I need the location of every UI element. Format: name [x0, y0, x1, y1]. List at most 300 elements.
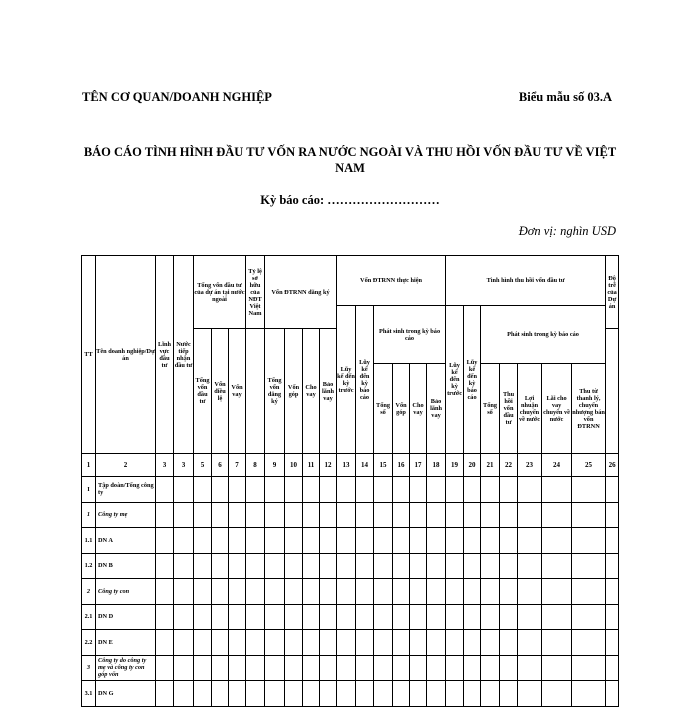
- empty-cell: [194, 553, 212, 579]
- column-number-cell: 12: [320, 454, 337, 477]
- empty-cell: [174, 630, 194, 656]
- empty-cell: [500, 630, 518, 656]
- table-row: [82, 477, 619, 503]
- empty-cell: [410, 477, 427, 503]
- empty-cell: [174, 502, 194, 528]
- organization-name-label: TÊN CƠ QUAN/DOANH NGHIỆP: [82, 90, 272, 104]
- empty-cell: [194, 579, 212, 605]
- form-number-label: Biểu mẫu số 03.A: [518, 90, 612, 104]
- empty-cell: [246, 681, 265, 707]
- empty-cell: [542, 681, 572, 707]
- empty-cell: [464, 528, 481, 554]
- empty-cell: [212, 630, 229, 656]
- empty-cell: [500, 604, 518, 630]
- empty-cell: [481, 604, 500, 630]
- empty-cell: [285, 502, 303, 528]
- table-row: [82, 604, 619, 630]
- empty-cell: [481, 528, 500, 554]
- empty-cell: [481, 579, 500, 605]
- empty-cell: [285, 528, 303, 554]
- empty-cell: [374, 655, 393, 681]
- row-name-cell: Công ty mẹ: [96, 502, 156, 528]
- empty-cell: [156, 528, 174, 554]
- empty-cell: [500, 553, 518, 579]
- empty-cell: [174, 528, 194, 554]
- empty-cell: [337, 655, 356, 681]
- report-period-label: Kỳ báo cáo: ………………………: [260, 193, 440, 207]
- empty-cell: [337, 579, 356, 605]
- empty-cell: [265, 604, 285, 630]
- empty-cell: [446, 528, 464, 554]
- column-number-cell: 13: [337, 454, 356, 477]
- empty-cell: [542, 502, 572, 528]
- empty-cell: [464, 604, 481, 630]
- empty-cell: [246, 528, 265, 554]
- empty-cell: [212, 477, 229, 503]
- row-name-cell: DN E: [96, 630, 156, 656]
- empty-cell: [174, 477, 194, 503]
- empty-cell: [246, 553, 265, 579]
- header-liquidation: Thu từ thanh lý, chuyển nhượng bán vốn ĐTRNN: [572, 364, 606, 454]
- empty-cell: [427, 502, 446, 528]
- row-tt-cell: 1.1: [82, 528, 96, 554]
- empty-cell: [246, 502, 265, 528]
- empty-cell: [446, 553, 464, 579]
- empty-cell: [246, 477, 265, 503]
- empty-cell: [303, 681, 320, 707]
- header-reg-lend: Cho vay: [303, 329, 320, 454]
- empty-cell: [518, 477, 542, 503]
- empty-cell: [572, 681, 606, 707]
- empty-cell: [542, 655, 572, 681]
- empty-cell: [356, 477, 374, 503]
- empty-cell: [374, 630, 393, 656]
- report-table: [81, 255, 619, 707]
- table-row: [82, 655, 619, 681]
- empty-cell: [174, 553, 194, 579]
- row-tt-cell: 2.1: [82, 604, 96, 630]
- column-number-cell: 3: [174, 454, 194, 477]
- empty-cell: [393, 681, 410, 707]
- empty-cell: [500, 502, 518, 528]
- table-row: [82, 630, 619, 656]
- empty-cell: [356, 655, 374, 681]
- header-name: Tên doanh nghiệp/Dự án: [96, 256, 156, 454]
- empty-cell: [606, 630, 619, 656]
- header-ownership-cont: [246, 329, 265, 454]
- header-ownership: Tỷ lệ sở hữu của NĐT Việt Nam: [246, 256, 265, 329]
- column-number-cell: 19: [446, 454, 464, 477]
- empty-cell: [156, 502, 174, 528]
- header-impl-cum-prev: Lũy kế đến kỳ trước: [337, 306, 356, 454]
- empty-cell: [446, 681, 464, 707]
- empty-cell: [393, 502, 410, 528]
- header-progress: Độ trễ của Dự án: [606, 256, 619, 329]
- empty-cell: [229, 579, 246, 605]
- empty-cell: [212, 604, 229, 630]
- empty-cell: [246, 604, 265, 630]
- column-number-row-group: [82, 454, 619, 477]
- empty-cell: [572, 553, 606, 579]
- empty-cell: [572, 604, 606, 630]
- empty-cell: [606, 655, 619, 681]
- empty-cell: [606, 528, 619, 554]
- empty-cell: [337, 528, 356, 554]
- empty-cell: [356, 502, 374, 528]
- empty-cell: [356, 604, 374, 630]
- empty-cell: [356, 630, 374, 656]
- empty-cell: [212, 528, 229, 554]
- header-impl-total: Tổng số: [374, 364, 393, 454]
- unit-label: Đơn vị: nghìn USD: [518, 224, 616, 238]
- empty-cell: [606, 502, 619, 528]
- empty-cell: [427, 553, 446, 579]
- row-tt-cell: I: [82, 477, 96, 503]
- empty-cell: [303, 630, 320, 656]
- column-number-cell: 26: [606, 454, 619, 477]
- empty-cell: [410, 655, 427, 681]
- header-total-registered: Tổng vốn đăng ký: [265, 329, 285, 454]
- column-number-cell: 7: [229, 454, 246, 477]
- empty-cell: [337, 630, 356, 656]
- empty-cell: [606, 579, 619, 605]
- empty-cell: [446, 604, 464, 630]
- table-row: [82, 553, 619, 579]
- empty-cell: [194, 502, 212, 528]
- empty-cell: [518, 604, 542, 630]
- empty-cell: [374, 553, 393, 579]
- empty-cell: [156, 681, 174, 707]
- header-impl-cum-report: Lũy kế đến kỳ báo cáo: [356, 306, 374, 454]
- empty-cell: [500, 681, 518, 707]
- empty-cell: [464, 630, 481, 656]
- empty-cell: [542, 579, 572, 605]
- empty-cell: [337, 604, 356, 630]
- empty-cell: [194, 655, 212, 681]
- empty-cell: [572, 579, 606, 605]
- empty-cell: [427, 477, 446, 503]
- header-loan-interest: Lãi cho vay chuyển về nước: [542, 364, 572, 454]
- column-number-cell: 1: [82, 454, 96, 477]
- empty-cell: [393, 553, 410, 579]
- column-number-cell: 25: [572, 454, 606, 477]
- empty-cell: [303, 655, 320, 681]
- empty-cell: [500, 655, 518, 681]
- empty-cell: [194, 477, 212, 503]
- empty-cell: [410, 528, 427, 554]
- empty-cell: [303, 604, 320, 630]
- empty-cell: [393, 655, 410, 681]
- empty-cell: [410, 681, 427, 707]
- column-number-cell: 18: [427, 454, 446, 477]
- empty-cell: [481, 477, 500, 503]
- empty-cell: [500, 579, 518, 605]
- column-number-cell: 6: [212, 454, 229, 477]
- empty-cell: [374, 502, 393, 528]
- header-progress-cont: [606, 329, 619, 454]
- empty-cell: [464, 655, 481, 681]
- column-number-cell: 14: [356, 454, 374, 477]
- table-row: [82, 579, 619, 605]
- empty-cell: [446, 477, 464, 503]
- row-name-cell: DN B: [96, 553, 156, 579]
- header-registered-group: Vốn ĐTRNN đăng ký: [265, 256, 337, 329]
- empty-cell: [320, 604, 337, 630]
- row-name-cell: DN D: [96, 604, 156, 630]
- empty-cell: [320, 553, 337, 579]
- empty-cell: [518, 681, 542, 707]
- row-tt-cell: 2.2: [82, 630, 96, 656]
- empty-cell: [427, 655, 446, 681]
- empty-cell: [606, 477, 619, 503]
- header-impl-arising: Phát sinh trong kỳ báo cáo: [374, 306, 446, 364]
- empty-cell: [464, 477, 481, 503]
- empty-cell: [265, 579, 285, 605]
- empty-cell: [427, 604, 446, 630]
- header-tt: TT: [82, 256, 96, 454]
- row-name-cell: Công ty con: [96, 579, 156, 605]
- empty-cell: [285, 630, 303, 656]
- column-number-cell: 22: [500, 454, 518, 477]
- empty-cell: [320, 579, 337, 605]
- empty-cell: [285, 655, 303, 681]
- empty-cell: [320, 655, 337, 681]
- row-tt-cell: 3: [82, 655, 96, 681]
- header-field: Lĩnh vực đầu tư: [156, 256, 174, 454]
- empty-cell: [265, 553, 285, 579]
- column-number-cell: 20: [464, 454, 481, 477]
- empty-cell: [303, 502, 320, 528]
- empty-cell: [229, 604, 246, 630]
- empty-cell: [374, 528, 393, 554]
- empty-cell: [481, 655, 500, 681]
- row-tt-cell: 2: [82, 579, 96, 605]
- empty-cell: [542, 604, 572, 630]
- empty-cell: [572, 502, 606, 528]
- header-impl-lend: Cho vay: [410, 364, 427, 454]
- empty-cell: [356, 681, 374, 707]
- empty-cell: [265, 528, 285, 554]
- header-rec-cum-prev: Lũy kế đến kỳ trước: [446, 306, 464, 454]
- empty-cell: [518, 553, 542, 579]
- empty-cell: [303, 579, 320, 605]
- column-number-row: [82, 454, 619, 477]
- empty-cell: [374, 477, 393, 503]
- empty-cell: [174, 655, 194, 681]
- empty-cell: [229, 681, 246, 707]
- empty-cell: [265, 630, 285, 656]
- table-row: [82, 528, 619, 554]
- empty-cell: [481, 553, 500, 579]
- empty-cell: [212, 579, 229, 605]
- empty-cell: [606, 681, 619, 707]
- empty-cell: [446, 655, 464, 681]
- empty-cell: [464, 681, 481, 707]
- empty-cell: [410, 579, 427, 605]
- header-implemented-group: Vốn ĐTRNN thực hiện: [337, 256, 446, 306]
- empty-cell: [356, 553, 374, 579]
- empty-cell: [446, 502, 464, 528]
- empty-cell: [320, 630, 337, 656]
- column-number-cell: 11: [303, 454, 320, 477]
- row-tt-cell: 3.1: [82, 681, 96, 707]
- header-reg-contributed: Vốn góp: [285, 329, 303, 454]
- empty-cell: [374, 681, 393, 707]
- column-number-cell: 8: [246, 454, 265, 477]
- row-tt-cell: 1.2: [82, 553, 96, 579]
- empty-cell: [518, 630, 542, 656]
- empty-cell: [356, 528, 374, 554]
- empty-cell: [303, 553, 320, 579]
- empty-cell: [285, 553, 303, 579]
- empty-cell: [194, 528, 212, 554]
- empty-cell: [606, 604, 619, 630]
- empty-cell: [427, 528, 446, 554]
- empty-cell: [320, 528, 337, 554]
- header-total-invest: Tổng vốn đầu tư: [194, 329, 212, 454]
- empty-cell: [174, 579, 194, 605]
- empty-cell: [374, 604, 393, 630]
- empty-cell: [320, 502, 337, 528]
- column-number-cell: 10: [285, 454, 303, 477]
- empty-cell: [156, 579, 174, 605]
- empty-cell: [229, 528, 246, 554]
- header-recovered-capital: Thu hồi vốn đầu tư: [500, 364, 518, 454]
- empty-cell: [174, 604, 194, 630]
- header-own-capital: Vốn điều lệ: [212, 329, 229, 454]
- column-number-cell: 3: [156, 454, 174, 477]
- empty-cell: [156, 553, 174, 579]
- empty-cell: [393, 477, 410, 503]
- empty-cell: [303, 477, 320, 503]
- empty-cell: [265, 681, 285, 707]
- empty-cell: [285, 604, 303, 630]
- empty-cell: [572, 477, 606, 503]
- empty-cell: [246, 579, 265, 605]
- empty-cell: [410, 604, 427, 630]
- header-reg-guarantee: Bảo lãnh vay: [320, 329, 337, 454]
- empty-cell: [337, 502, 356, 528]
- empty-cell: [518, 502, 542, 528]
- empty-cell: [410, 502, 427, 528]
- empty-cell: [229, 630, 246, 656]
- empty-cell: [410, 553, 427, 579]
- empty-cell: [285, 477, 303, 503]
- empty-cell: [464, 553, 481, 579]
- empty-cell: [246, 630, 265, 656]
- empty-cell: [393, 528, 410, 554]
- empty-cell: [156, 630, 174, 656]
- empty-cell: [427, 630, 446, 656]
- row-name-cell: DN A: [96, 528, 156, 554]
- empty-cell: [337, 553, 356, 579]
- column-number-cell: 17: [410, 454, 427, 477]
- empty-cell: [572, 655, 606, 681]
- empty-cell: [265, 655, 285, 681]
- empty-cell: [246, 655, 265, 681]
- column-number-cell: 9: [265, 454, 285, 477]
- column-number-cell: 5: [194, 454, 212, 477]
- row-name-cell: DN G: [96, 681, 156, 707]
- empty-cell: [464, 502, 481, 528]
- empty-cell: [518, 528, 542, 554]
- header-rec-cum-report: Lũy kế đến kỳ báo cáo: [464, 306, 481, 454]
- empty-cell: [481, 630, 500, 656]
- empty-cell: [572, 528, 606, 554]
- header-rec-arising: Phát sinh trong kỳ báo cáo: [481, 306, 606, 364]
- empty-cell: [229, 655, 246, 681]
- empty-cell: [500, 477, 518, 503]
- header-loan: Vốn vay: [229, 329, 246, 454]
- header-rec-total: Tổng số: [481, 364, 500, 454]
- header-country: Nước tiếp nhận đầu tư: [174, 256, 194, 454]
- empty-cell: [393, 604, 410, 630]
- empty-cell: [393, 630, 410, 656]
- empty-cell: [285, 681, 303, 707]
- empty-cell: [446, 630, 464, 656]
- empty-cell: [212, 502, 229, 528]
- row-tt-cell: 1: [82, 502, 96, 528]
- data-rows: [82, 477, 619, 707]
- empty-cell: [285, 579, 303, 605]
- empty-cell: [464, 579, 481, 605]
- empty-cell: [393, 579, 410, 605]
- empty-cell: [229, 477, 246, 503]
- empty-cell: [446, 579, 464, 605]
- column-number-cell: 15: [374, 454, 393, 477]
- empty-cell: [606, 553, 619, 579]
- empty-cell: [481, 502, 500, 528]
- empty-cell: [542, 553, 572, 579]
- empty-cell: [518, 579, 542, 605]
- header-impl-contributed: Vốn góp: [393, 364, 410, 454]
- empty-cell: [337, 477, 356, 503]
- empty-cell: [320, 477, 337, 503]
- empty-cell: [229, 502, 246, 528]
- empty-cell: [481, 681, 500, 707]
- header-profit-transfer: Lợi nhuận chuyển về nước: [518, 364, 542, 454]
- empty-cell: [265, 502, 285, 528]
- header-total-capital-group: Tổng vốn đầu tư của dự án tại nước ngoài: [194, 256, 246, 329]
- column-number-cell: 2: [96, 454, 156, 477]
- column-number-cell: 16: [393, 454, 410, 477]
- empty-cell: [410, 630, 427, 656]
- report-title: BÁO CÁO TÌNH HÌNH ĐẦU TƯ VỐN RA NƯỚC NGOÀI VÀ THU HỒI VỐN ĐẦU TƯ VỀ VIỆT NAM: [83, 145, 617, 175]
- empty-cell: [542, 477, 572, 503]
- column-number-cell: 21: [481, 454, 500, 477]
- empty-cell: [542, 528, 572, 554]
- empty-cell: [265, 477, 285, 503]
- empty-cell: [229, 553, 246, 579]
- empty-cell: [356, 579, 374, 605]
- header-impl-guarantee: Bảo lãnh vay: [427, 364, 446, 454]
- column-number-cell: 23: [518, 454, 542, 477]
- empty-cell: [156, 655, 174, 681]
- empty-cell: [174, 681, 194, 707]
- empty-cell: [156, 477, 174, 503]
- empty-cell: [518, 655, 542, 681]
- empty-cell: [194, 604, 212, 630]
- empty-cell: [337, 681, 356, 707]
- table-row: [82, 681, 619, 707]
- empty-cell: [156, 604, 174, 630]
- header-recovery-group: Tình hình thu hồi vốn đầu tư: [446, 256, 606, 306]
- empty-cell: [542, 630, 572, 656]
- empty-cell: [427, 579, 446, 605]
- column-number-cell: 24: [542, 454, 572, 477]
- empty-cell: [212, 553, 229, 579]
- empty-cell: [212, 681, 229, 707]
